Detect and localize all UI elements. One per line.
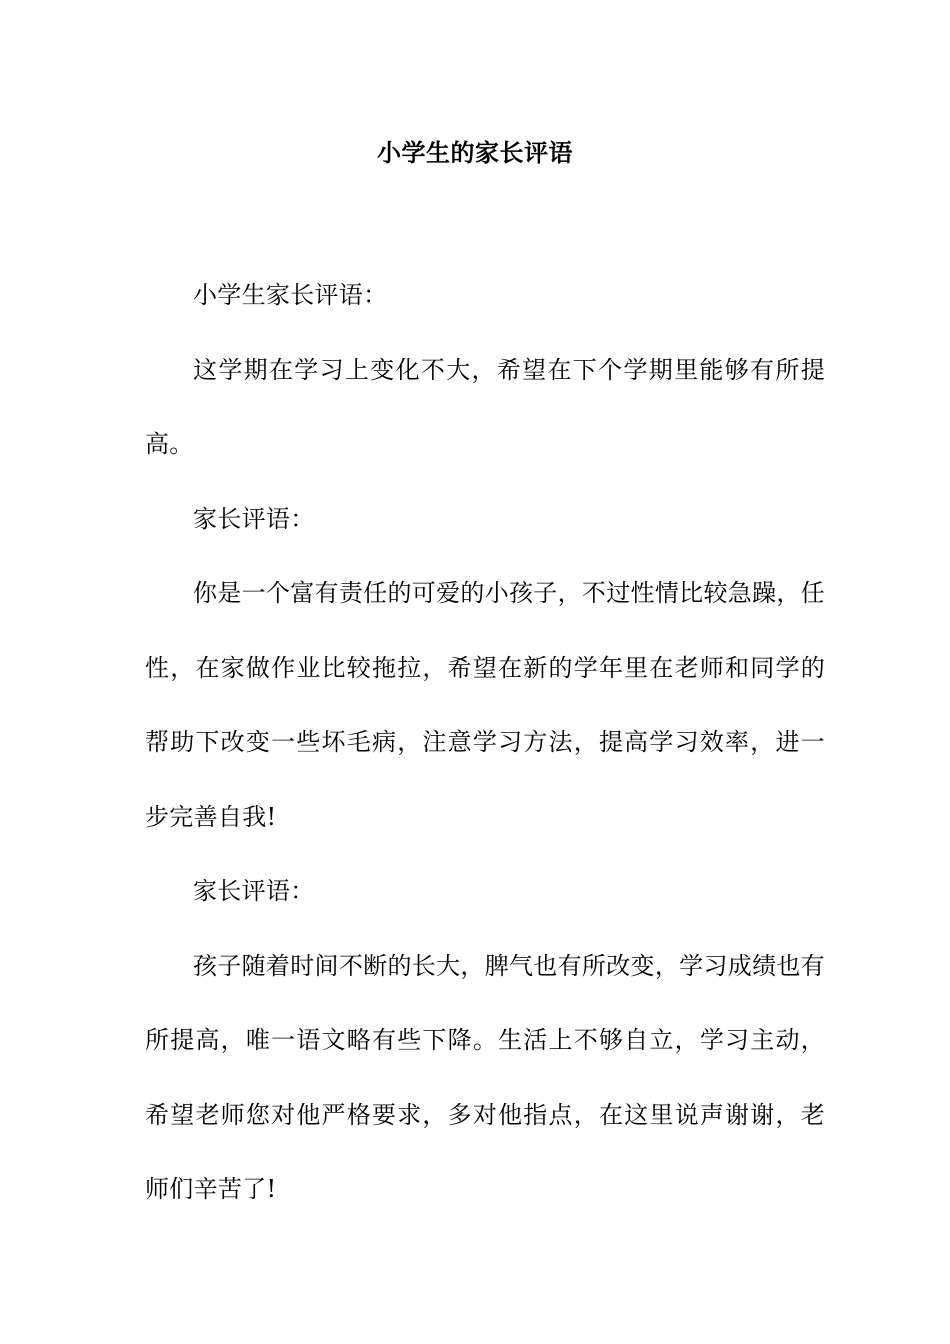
document-body [145, 258, 825, 1227]
paragraph-heading: 家长评语： [193, 877, 315, 905]
paragraph: 这学期在学习上变化不大，希望在下个学期里能够有所提高。 [145, 355, 825, 458]
document-title: 小学生的家长评语 [377, 138, 573, 167]
paragraph: 你是一个富有责任的可爱的小孩子，不过性情比较急躁，任性，在家做作业比较拖拉，希望在新的学年里在老师和同学的帮助下改变一些坏毛病，注意学习方法，提高学习效率，进一步完善自我! [145, 579, 825, 831]
paragraph: 孩子随着时间不断的长大，脾气也有所改变，学习成绩也有所提高，唯一语文略有些下降。生活上不够自立，学习主动，希望老师您对他严格要求，多对他指点，在这里说声谢谢，老师们辛苦了! [145, 951, 825, 1203]
paragraph-heading: 小学生家长评语： [193, 281, 388, 309]
paragraph-heading: 家长评语： [193, 504, 315, 533]
